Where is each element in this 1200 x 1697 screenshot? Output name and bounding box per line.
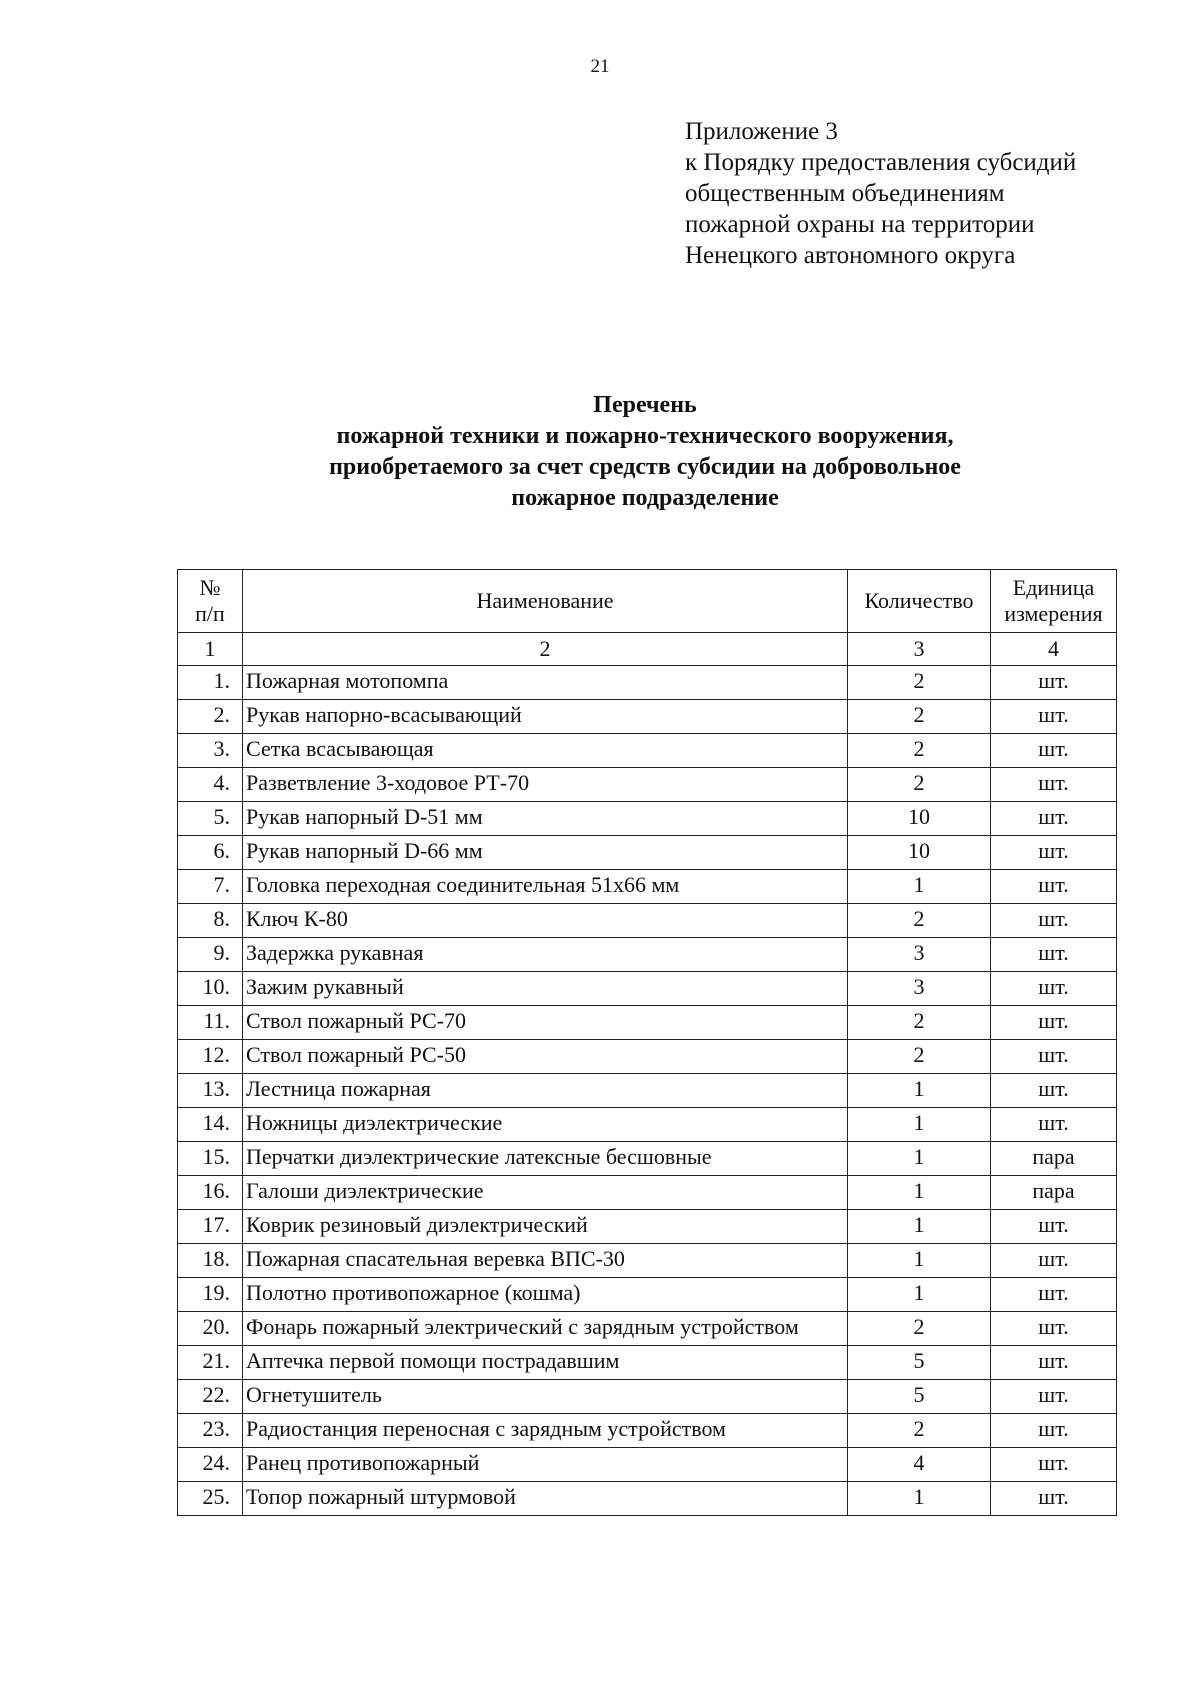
- item-unit: шт.: [991, 972, 1117, 1006]
- item-name: Огнетушитель: [243, 1380, 848, 1414]
- item-unit: шт.: [991, 1108, 1117, 1142]
- row-number: 7.: [178, 870, 243, 904]
- item-quantity: 1: [848, 1278, 991, 1312]
- row-number: 15.: [178, 1142, 243, 1176]
- item-quantity: 5: [848, 1380, 991, 1414]
- title-line: пожарное подразделение: [511, 485, 779, 511]
- item-unit: шт.: [991, 1244, 1117, 1278]
- item-name: Ножницы диэлектрические: [243, 1108, 848, 1142]
- table-row: [178, 1346, 1117, 1380]
- table-row: [178, 1006, 1117, 1040]
- table-row: [178, 1210, 1117, 1244]
- column-number: 2: [243, 633, 848, 666]
- table-row: [178, 802, 1117, 836]
- appendix-note: [685, 116, 1076, 271]
- item-unit: шт.: [991, 734, 1117, 768]
- row-number: 5.: [178, 802, 243, 836]
- item-unit: шт.: [991, 1346, 1117, 1380]
- item-quantity: 1: [848, 1176, 991, 1210]
- appendix-line: Приложение 3: [685, 118, 838, 145]
- item-name: Рукав напорный D-66 мм: [243, 836, 848, 870]
- column-number: 4: [991, 633, 1117, 666]
- item-quantity: 2: [848, 1006, 991, 1040]
- table-row: [178, 1380, 1117, 1414]
- item-unit: шт.: [991, 1448, 1117, 1482]
- row-number: 4.: [178, 768, 243, 802]
- item-name: Полотно противопожарное (кошма): [243, 1278, 848, 1312]
- item-unit: пара: [991, 1142, 1117, 1176]
- item-name: Ключ К-80: [243, 904, 848, 938]
- row-number: 21.: [178, 1346, 243, 1380]
- item-quantity: 2: [848, 1312, 991, 1346]
- item-quantity: 3: [848, 972, 991, 1006]
- table-row: [178, 972, 1117, 1006]
- item-name: Головка переходная соединительная 51х66 мм: [243, 870, 848, 904]
- item-quantity: 10: [848, 836, 991, 870]
- item-name: Пожарная мотопомпа: [243, 666, 848, 700]
- item-quantity: 1: [848, 1244, 991, 1278]
- item-name: Разветвление 3-ходовое РТ-70: [243, 768, 848, 802]
- item-unit: шт.: [991, 1074, 1117, 1108]
- table-row: [178, 768, 1117, 802]
- item-unit: шт.: [991, 1210, 1117, 1244]
- row-number: 19.: [178, 1278, 243, 1312]
- item-unit: шт.: [991, 904, 1117, 938]
- row-number: 23.: [178, 1414, 243, 1448]
- table-body: [178, 666, 1117, 1516]
- item-name: Ствол пожарный РС-50: [243, 1040, 848, 1074]
- item-quantity: 2: [848, 1040, 991, 1074]
- item-quantity: 2: [848, 700, 991, 734]
- table-row: [178, 666, 1117, 700]
- table-row: [178, 1278, 1117, 1312]
- item-unit: шт.: [991, 870, 1117, 904]
- item-unit: шт.: [991, 1040, 1117, 1074]
- item-quantity: 10: [848, 802, 991, 836]
- row-number: 18.: [178, 1244, 243, 1278]
- item-quantity: 1: [848, 1482, 991, 1516]
- table-row: [178, 734, 1117, 768]
- item-unit: шт.: [991, 802, 1117, 836]
- item-name: Коврик резиновый диэлектрический: [243, 1210, 848, 1244]
- row-number: 10.: [178, 972, 243, 1006]
- item-unit: шт.: [991, 666, 1117, 700]
- item-quantity: 2: [848, 734, 991, 768]
- row-number: 25.: [178, 1482, 243, 1516]
- row-number: 2.: [178, 700, 243, 734]
- item-name: Сетка всасывающая: [243, 734, 848, 768]
- item-name: Рукав напорный D-51 мм: [243, 802, 848, 836]
- appendix-line: пожарной охраны на территории: [685, 211, 1035, 238]
- item-name: Перчатки диэлектрические латексные бесшовные: [243, 1142, 848, 1176]
- row-number: 6.: [178, 836, 243, 870]
- item-quantity: 2: [848, 1414, 991, 1448]
- table-row: [178, 836, 1117, 870]
- item-name: Пожарная спасательная веревка ВПС-30: [243, 1244, 848, 1278]
- column-number: 1: [178, 633, 243, 666]
- table-row: [178, 1414, 1117, 1448]
- item-quantity: 1: [848, 1142, 991, 1176]
- header-unit: Единица измерения: [991, 570, 1117, 633]
- table-header-row: [178, 570, 1117, 633]
- table-row: [178, 1074, 1117, 1108]
- table-row: [178, 1108, 1117, 1142]
- item-quantity: 2: [848, 904, 991, 938]
- row-number: 12.: [178, 1040, 243, 1074]
- item-name: Ранец противопожарный: [243, 1448, 848, 1482]
- item-quantity: 1: [848, 1108, 991, 1142]
- item-name: Фонарь пожарный электрический с зарядным устройством: [243, 1312, 848, 1346]
- document-title: [170, 390, 1120, 514]
- item-name: Лестница пожарная: [243, 1074, 848, 1108]
- row-number: 13.: [178, 1074, 243, 1108]
- item-unit: шт.: [991, 836, 1117, 870]
- table-row: [178, 1142, 1117, 1176]
- item-name: Зажим рукавный: [243, 972, 848, 1006]
- table-row: [178, 1312, 1117, 1346]
- column-number: 3: [848, 633, 991, 666]
- table-row: [178, 1176, 1117, 1210]
- row-number: 9.: [178, 938, 243, 972]
- item-unit: шт.: [991, 938, 1117, 972]
- item-unit: шт.: [991, 768, 1117, 802]
- row-number: 24.: [178, 1448, 243, 1482]
- header-num: № п/п: [178, 570, 243, 633]
- row-number: 8.: [178, 904, 243, 938]
- item-unit: пара: [991, 1176, 1117, 1210]
- item-quantity: 3: [848, 938, 991, 972]
- row-number: 17.: [178, 1210, 243, 1244]
- item-quantity: 1: [848, 1210, 991, 1244]
- header-quantity: Количество: [848, 570, 991, 633]
- item-name: Рукав напорно-всасывающий: [243, 700, 848, 734]
- table-row: [178, 700, 1117, 734]
- row-number: 22.: [178, 1380, 243, 1414]
- header-name: Наименование: [243, 570, 848, 633]
- item-unit: шт.: [991, 1278, 1117, 1312]
- item-quantity: 2: [848, 666, 991, 700]
- table-row: [178, 904, 1117, 938]
- appendix-line: к Порядку предоставления субсидий: [685, 149, 1077, 176]
- item-name: Аптечка первой помощи пострадавшим: [243, 1346, 848, 1380]
- row-number: 3.: [178, 734, 243, 768]
- item-name: Ствол пожарный РС-70: [243, 1006, 848, 1040]
- item-name: Топор пожарный штурмовой: [243, 1482, 848, 1516]
- title-line: приобретаемого за счет средств субсидии на добровольное: [329, 454, 961, 480]
- item-unit: шт.: [991, 1414, 1117, 1448]
- equipment-table: [177, 569, 1117, 1516]
- table-row: [178, 938, 1117, 972]
- item-quantity: 5: [848, 1346, 991, 1380]
- row-number: 20.: [178, 1312, 243, 1346]
- item-name: Радиостанция переносная с зарядным устройством: [243, 1414, 848, 1448]
- table-row: [178, 1040, 1117, 1074]
- item-quantity: 4: [848, 1448, 991, 1482]
- title-line: Перечень: [593, 392, 697, 418]
- column-number-row: [178, 633, 1117, 666]
- table-row: [178, 870, 1117, 904]
- table-row: [178, 1482, 1117, 1516]
- item-unit: шт.: [991, 1482, 1117, 1516]
- row-number: 1.: [178, 666, 243, 700]
- table-row: [178, 1244, 1117, 1278]
- page-number: 21: [590, 56, 610, 77]
- row-number: 11.: [178, 1006, 243, 1040]
- item-quantity: 1: [848, 1074, 991, 1108]
- item-unit: шт.: [991, 1380, 1117, 1414]
- item-name: Задержка рукавная: [243, 938, 848, 972]
- item-unit: шт.: [991, 1312, 1117, 1346]
- item-name: Галоши диэлектрические: [243, 1176, 848, 1210]
- row-number: 14.: [178, 1108, 243, 1142]
- appendix-line: Ненецкого автономного округа: [685, 242, 1016, 269]
- table-row: [178, 1448, 1117, 1482]
- title-line: пожарной техники и пожарно-технического вооружения,: [336, 423, 954, 449]
- appendix-line: общественным объединениям: [685, 180, 1005, 207]
- item-unit: шт.: [991, 1006, 1117, 1040]
- item-quantity: 1: [848, 870, 991, 904]
- item-unit: шт.: [991, 700, 1117, 734]
- item-quantity: 2: [848, 768, 991, 802]
- row-number: 16.: [178, 1176, 243, 1210]
